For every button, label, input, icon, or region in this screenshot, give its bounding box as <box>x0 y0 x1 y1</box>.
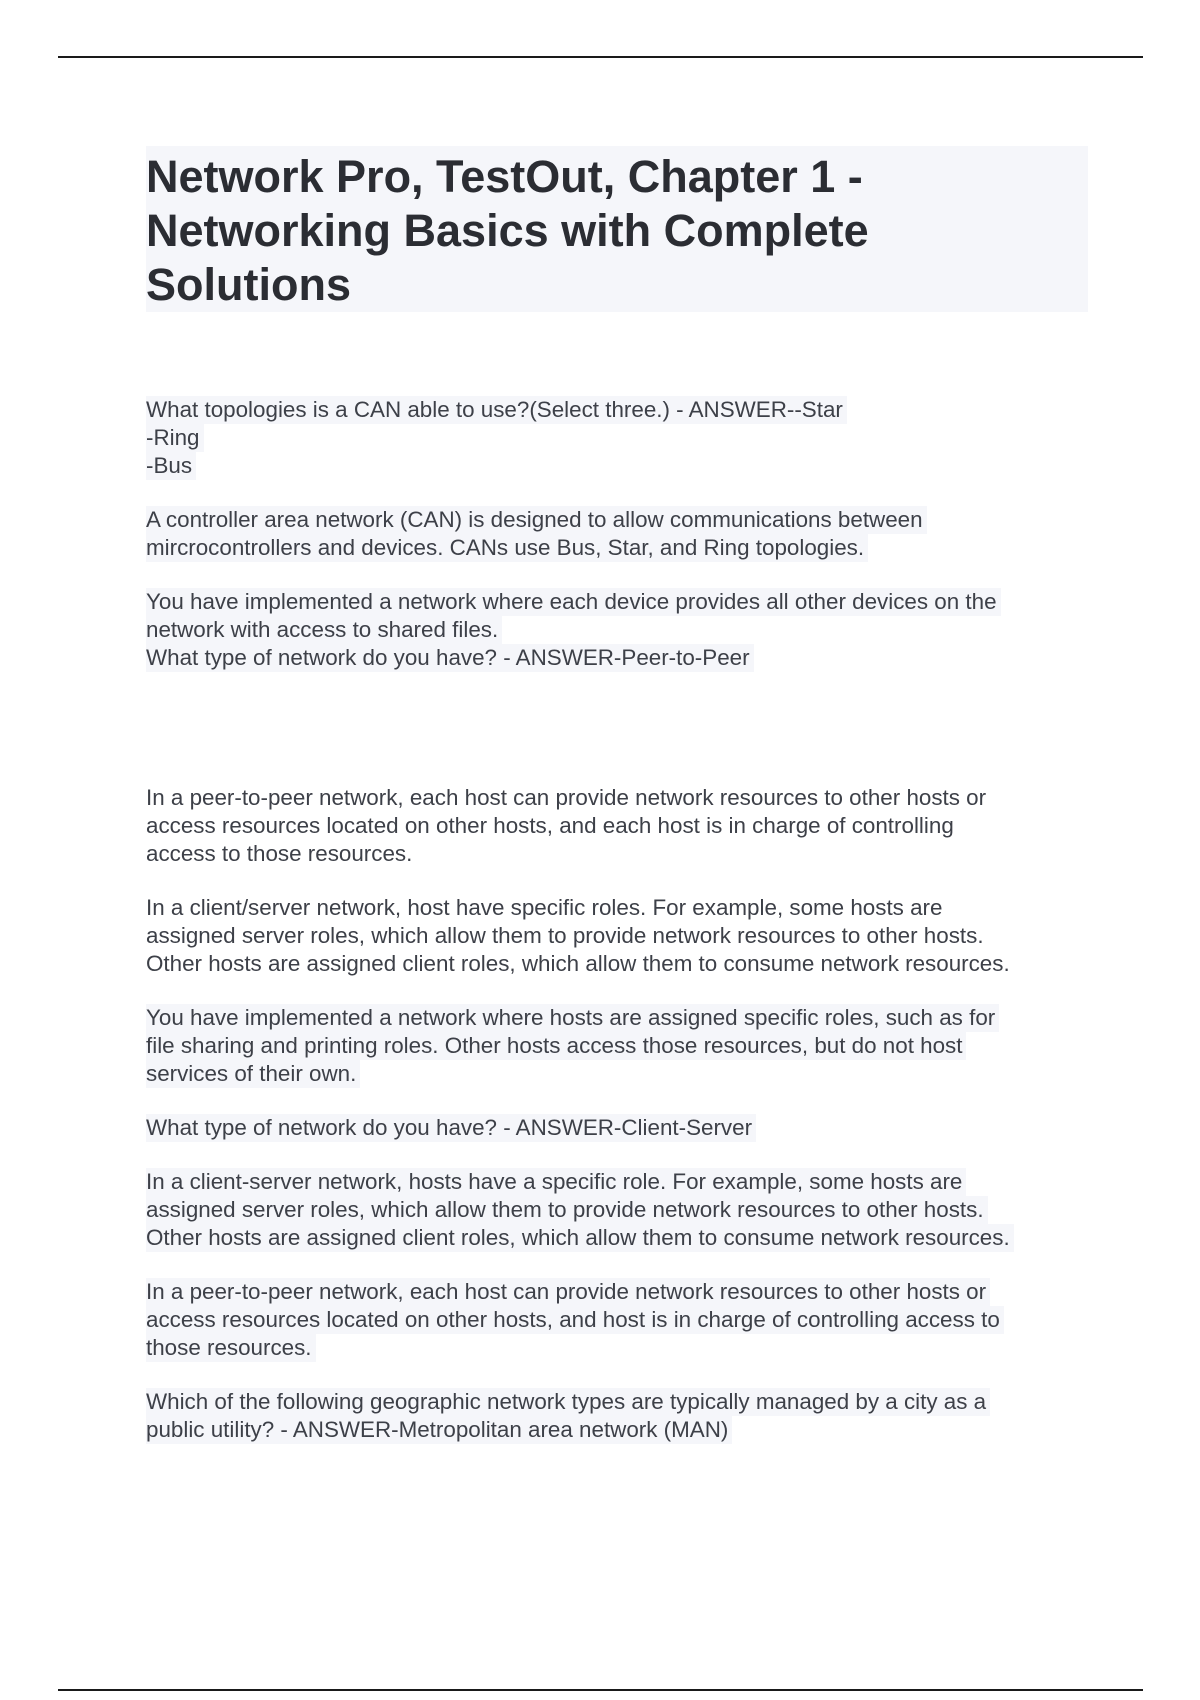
title-line-3: Solutions <box>146 259 351 310</box>
text-line: access resources located on other hosts, and each host is in charge of controlling <box>146 813 954 838</box>
paragraph-can-explanation <box>146 506 1086 562</box>
paragraph-client-server <box>146 894 1086 978</box>
qa-block-client-server-question <box>146 1004 1086 1088</box>
qa-block-peer-to-peer <box>146 588 1086 672</box>
text-line: access resources located on other hosts, and host is in charge of controlling access to <box>146 1306 1004 1334</box>
document-body <box>146 396 1086 1444</box>
text-line: Which of the following geographic network types are typically managed by a city as a <box>146 1388 990 1416</box>
text-line: In a peer-to-peer network, each host can provide network resources to other hosts or <box>146 785 987 810</box>
text-line: those resources. <box>146 1334 316 1362</box>
text-line: You have implemented a network where hosts are assigned specific roles, such as for <box>146 1004 999 1032</box>
text-line: file sharing and printing roles. Other hosts access those resources, but do not host <box>146 1032 966 1060</box>
text-line: mircrocontrollers and devices. CANs use Bus, Star, and Ring topologies. <box>146 534 868 562</box>
text-line: You have implemented a network where each device provides all other devices on the <box>146 588 1001 616</box>
paragraph-peer-to-peer-2 <box>146 1278 1086 1362</box>
text-line: public utility? - ANSWER-Metropolitan area network (MAN) <box>146 1416 732 1444</box>
text-line: assigned server roles, which allow them to provide network resources to other hosts. <box>146 923 984 948</box>
text-line: In a peer-to-peer network, each host can provide network resources to other hosts or <box>146 1278 990 1306</box>
text-line: network with access to shared files. <box>146 616 502 644</box>
title-box <box>146 146 1088 312</box>
text-line: What type of network do you have? - ANSWER-Client-Server <box>146 1114 756 1142</box>
header-rule <box>58 56 1143 58</box>
text-line: In a client/server network, host have specific roles. For example, some hosts are <box>146 895 943 920</box>
paragraph-peer-to-peer <box>146 784 1086 868</box>
text-line: What topologies is a CAN able to use?(Select three.) - ANSWER--Star <box>146 396 847 424</box>
footer-rule <box>58 1689 1143 1691</box>
document-title <box>146 150 1088 312</box>
text-line: What type of network do you have? - ANSWER-Peer-to-Peer <box>146 644 754 672</box>
title-line-2: Networking Basics with Complete <box>146 205 869 256</box>
text-line: A controller area network (CAN) is designed to allow communications between <box>146 506 927 534</box>
text-line: access to those resources. <box>146 841 413 866</box>
qa-block-can-topologies <box>146 396 1086 480</box>
text-line: assigned server roles, which allow them to provide network resources to other hosts. <box>146 1196 988 1224</box>
qa-block-client-server-answer <box>146 1114 1086 1142</box>
text-line: Other hosts are assigned client roles, which allow them to consume network resources. <box>146 1224 1014 1252</box>
text-line: In a client-server network, hosts have a specific role. For example, some hosts are <box>146 1168 966 1196</box>
text-line: -Bus <box>146 452 196 480</box>
title-line-1: Network Pro, TestOut, Chapter 1 - <box>146 151 863 202</box>
text-line: services of their own. <box>146 1060 360 1088</box>
qa-block-man <box>146 1388 1086 1444</box>
text-line: Other hosts are assigned client roles, which allow them to consume network resources. <box>146 951 1010 976</box>
paragraph-client-server-2 <box>146 1168 1086 1252</box>
text-line: -Ring <box>146 424 204 452</box>
